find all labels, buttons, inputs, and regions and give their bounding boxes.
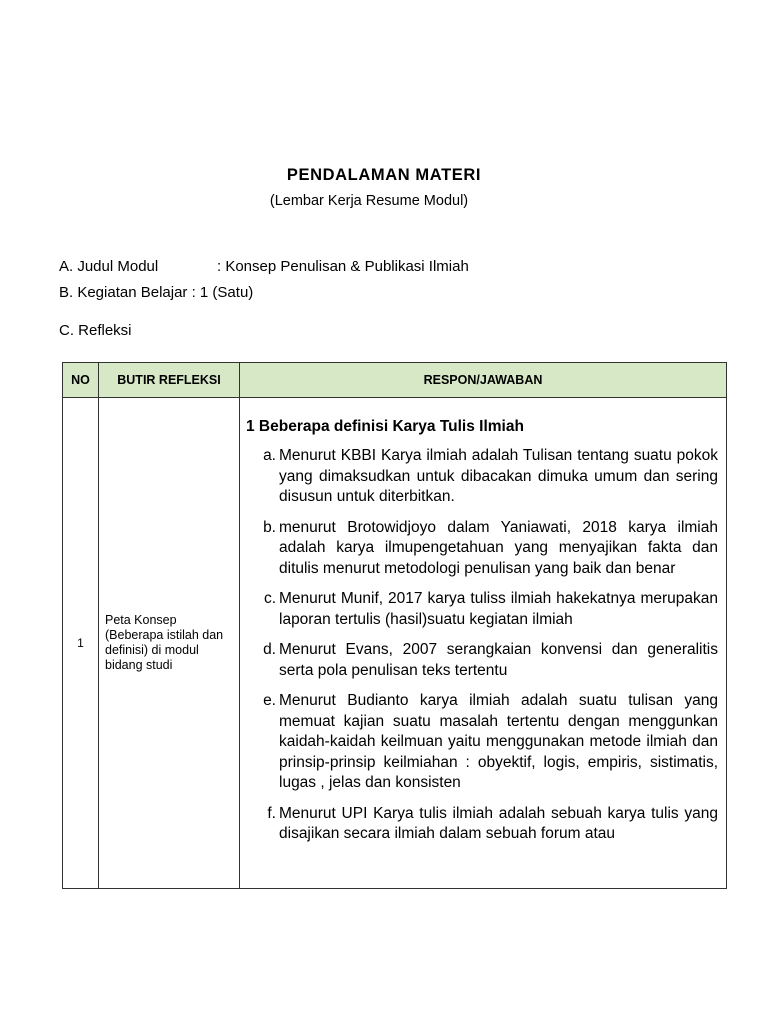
item-marker: f. (267, 804, 276, 822)
definition-item-f (246, 804, 718, 845)
item-marker: d. (263, 641, 276, 658)
judul-modul-label: A. Judul Modul (59, 258, 159, 275)
document-subtitle: (Lembar Kerja Resume Modul) (269, 193, 469, 209)
document-title: PENDALAMAN MATERI (286, 166, 482, 184)
item-text: Menurut Munif, 2017 karya tuliss ilmiah hakekatnya merupakan laporan tertulis (hasil)suatu kegiatan ilmiah (279, 590, 718, 628)
respon-cell (240, 398, 727, 889)
refleksi-label: C. Refleksi (59, 322, 132, 339)
item-marker: c. (263, 590, 276, 607)
row-number: 1 (63, 398, 99, 889)
refleksi-table (62, 362, 727, 889)
item-marker: b. (263, 518, 276, 536)
definition-item-d (246, 640, 718, 681)
item-text: Menurut UPI Karya tulis ilmiah adalah sebuah karya tulis yang disajikan secara ilmiah dalam sebuah forum atau (279, 804, 718, 842)
item-text: Menurut KBBI Karya ilmiah adalah Tulisan tentang suatu pokok yang dimaksudkan untuk dibacakan dimuka umum dan sering disusun untuk diterbitkan. (279, 447, 718, 505)
respon-heading: 1 Beberapa definisi Karya Tulis Ilmiah (246, 418, 524, 435)
item-text: Menurut Evans, 2007 serangkaian konvensi dan generalitis serta pola penulisan teks tertentu (279, 641, 718, 679)
table-row (63, 398, 727, 889)
item-text: menurut Brotowidjoyo dalam Yaniawati, 2018 karya ilmiah adalah karya ilmupengetahuan yang menyajikan fakta dan ditulis menurut metodologi penulisan yang baik dan benar (279, 518, 718, 577)
table-header-row (63, 363, 727, 398)
header-respon-jawaban: RESPON/JAWABAN (240, 363, 727, 398)
item-marker: a. (263, 447, 276, 464)
butir-refleksi-cell: Peta Konsep (Beberapa istilah dan definisi) di modul bidang studi (99, 398, 240, 889)
judul-modul-line (59, 258, 469, 275)
definition-item-c (246, 589, 718, 630)
item-text: Menurut Budianto karya ilmiah adalah suatu tulisan yang memuat kajian suatu masalah tertentu dengan menggunkan kaidah-kaidah keilmuan yaitu menggunakan metode ilmiah dan prinsip-prinsip keilmiahan : obyektif, logis, empiris, sistimatis, lugas , jelas dan konsisten (279, 692, 718, 791)
header-butir-refleksi: BUTIR REFLEKSI (99, 363, 240, 398)
definition-item-e (246, 691, 718, 794)
definition-item-b (246, 518, 718, 580)
header-no: NO (63, 363, 99, 398)
item-marker: e. (263, 692, 276, 709)
judul-modul-value: : Konsep Penulisan & Publikasi Ilmiah (217, 258, 469, 275)
definition-item-a (246, 446, 718, 508)
kegiatan-belajar-line: B. Kegiatan Belajar : 1 (Satu) (59, 284, 254, 301)
